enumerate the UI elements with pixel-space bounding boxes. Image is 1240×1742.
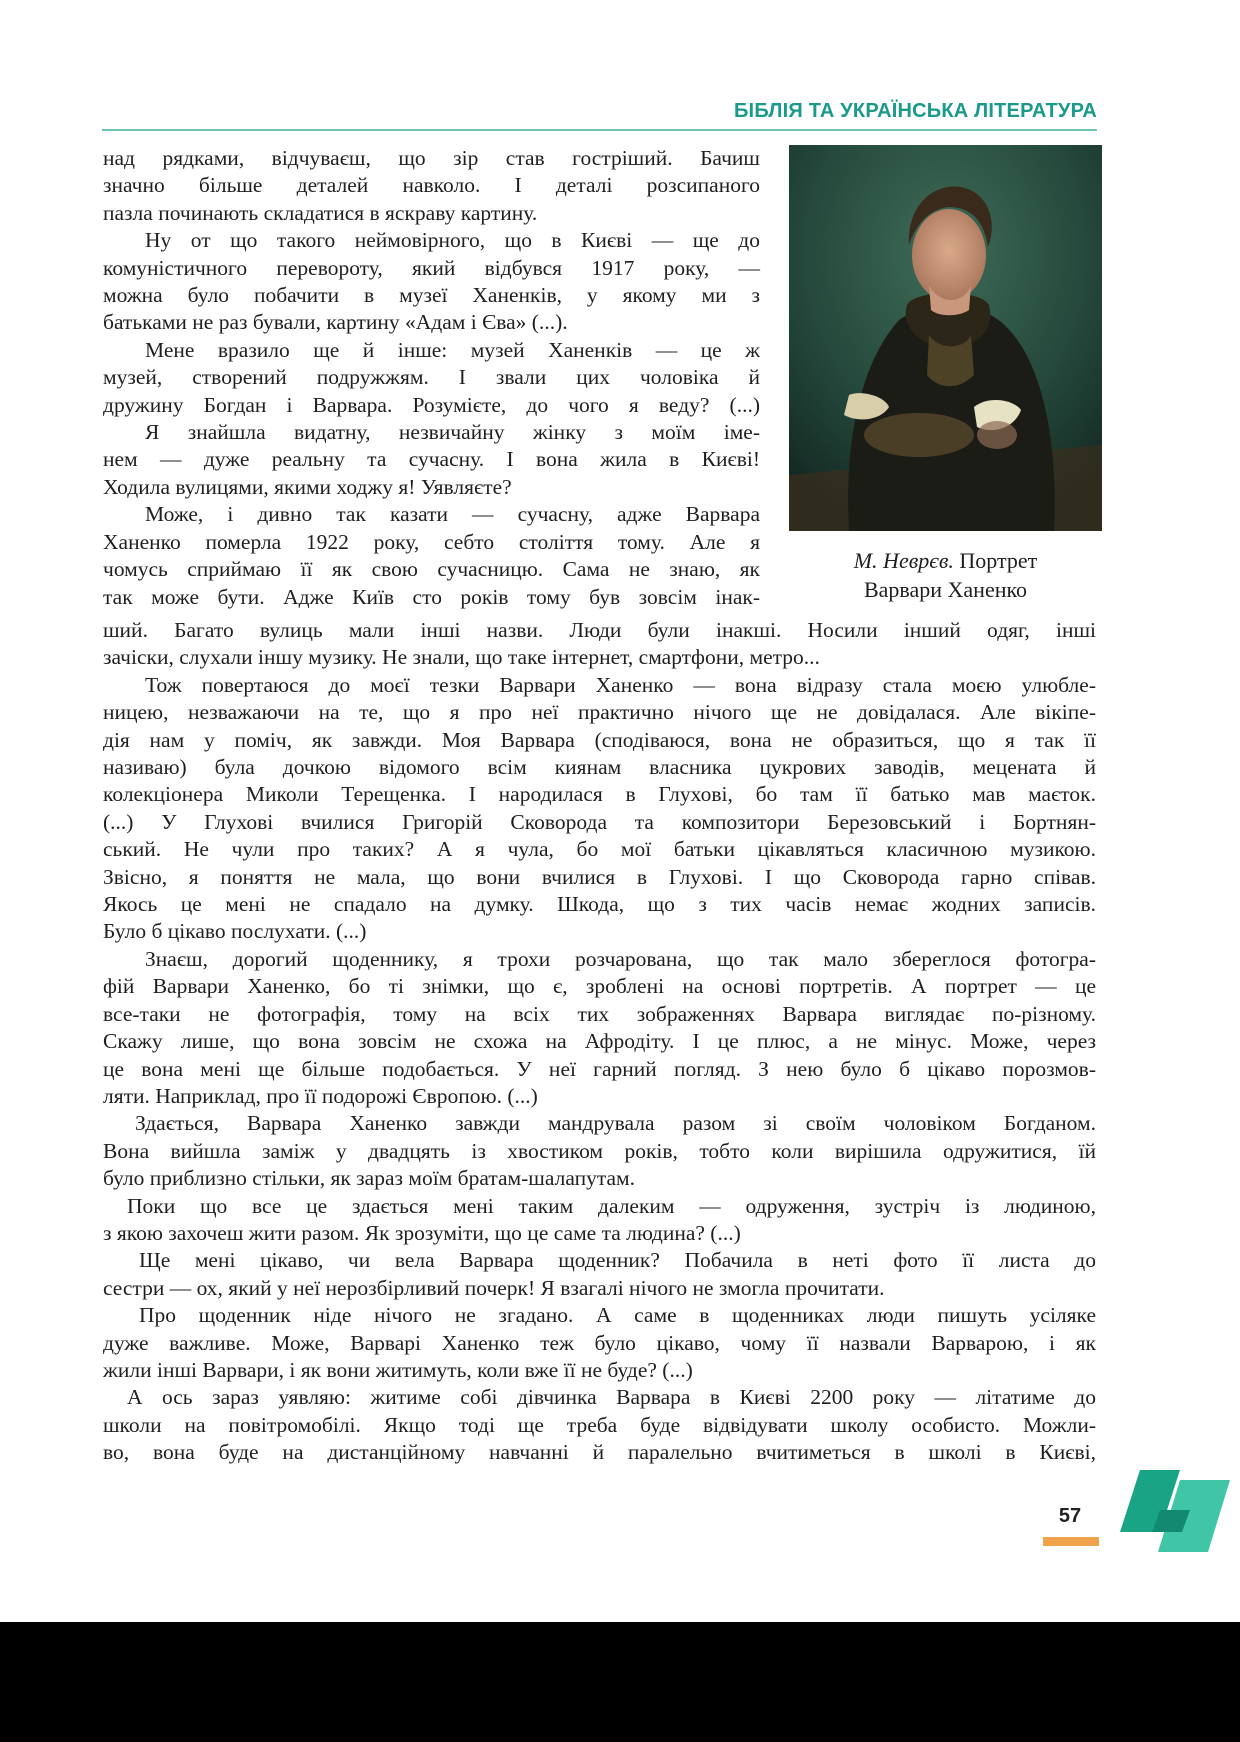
text-line: значно більше деталей навколо. І деталі розсипаного xyxy=(103,173,760,198)
text-line: Здається, Варвара Ханенко завжди мандрувала разом зі своїм чоловіком Богданом. xyxy=(135,1111,1096,1136)
text-line: батьками не раз бували, картину «Адам і Єва» (...). xyxy=(103,310,568,335)
text-line: А ось зараз уявляю: житиме собі дівчинка Варвара в Києві 2200 року — літатиме до xyxy=(127,1385,1096,1410)
corner-decoration xyxy=(1120,1470,1230,1552)
text-line: Ще мені цікаво, чи вела Варвара щоденник? Побачила в неті фото її листа до xyxy=(139,1248,1096,1273)
text-line: Знаєш, дорогий щоденнику, я трохи розчарована, що так мало збереглося фотогра- xyxy=(145,946,1096,971)
text-column-left xyxy=(103,145,760,611)
text-line: Я знайшла видатну, незвичайну жінку з моїм іме- xyxy=(145,420,760,445)
text-line: пазла починають складатися в яскраву картину. xyxy=(103,200,538,225)
text-line: (...) У Глухові вчилися Григорій Сковорода та композитори Березовський і Бортнян- xyxy=(103,809,1096,834)
bottom-black-band xyxy=(0,1622,1240,1742)
text-line: колекціонера Миколи Терещенка. І народилася в Глухові, бо там її батько мав маєток. xyxy=(103,782,1096,807)
text-line: во, вона буде на дистанційному навчанні й паралельно вчитиметься в школі в Києві, xyxy=(103,1440,1096,1465)
text-line: ляти. Наприклад, про її подорожі Європою. (...) xyxy=(103,1083,538,1108)
page-number: 57 xyxy=(1058,1505,1082,1527)
text-line: називаю) була дочкою відомого всім киянам власника цукрових заводів, мецената й xyxy=(103,755,1096,780)
text-column-full xyxy=(103,617,1096,1467)
text-line: дуже важливе. Може, Варварі Ханенко теж було цікаво, чому її назвали Варварою, і як xyxy=(103,1330,1096,1355)
text-line: Тож повертаюся до моєї тезки Варвари Ханенко — вона відразу стала моєю улюбле- xyxy=(145,672,1096,697)
caption-author: М. Неврєв. xyxy=(853,548,954,573)
text-line: ницею, незважаючи на те, що я про неї практично нічого ще не довідалася. Але вікіпе- xyxy=(103,700,1096,725)
text-line: Мене вразило ще й інше: музей Ханенків — це ж xyxy=(145,337,760,362)
text-line: Ну от що такого неймовірного, що в Києві — ще до xyxy=(145,228,760,253)
text-line: школи на повітромобілі. Якщо тоді ще треба буде відвідувати школу особисто. Можли- xyxy=(103,1412,1096,1437)
text-line: Було б цікаво послухати. (...) xyxy=(103,919,367,944)
text-line: дружину Богдан і Варвара. Розумієте, до чого я веду? (...) xyxy=(103,392,760,417)
header-rule xyxy=(102,129,1097,131)
text-line: Поки що все це здається мені таким далеким — одруження, зустріч із людиною, xyxy=(127,1193,1096,1218)
text-line: Ходила вулицями, якими ходжу я! Уявляєте? xyxy=(103,474,512,499)
text-line: було приблизно стільки, як зараз моїм братам-шалапутам. xyxy=(103,1166,636,1191)
text-line: так може бути. Адже Київ сто років тому був зовсім інак- xyxy=(103,584,760,609)
text-line: фій Варвари Ханенко, бо ті знімки, що є, зроблені на основі портретів. А портрет — це xyxy=(103,974,1096,999)
text-line: сестри — ох, який у неї нерозбірливий почерк! Я взагалі нічого не змогла прочитати. xyxy=(103,1275,885,1300)
text-line: дія нам у поміч, як завжди. Моя Варвара (сподіваюся, вона не образиться, що я так її xyxy=(103,727,1096,752)
portrait-image xyxy=(789,145,1102,531)
portrait-drawing xyxy=(789,145,1102,531)
page-number-bar xyxy=(1043,1537,1099,1546)
text-line: музей, створений подружжям. І звали цих чоловіка й xyxy=(103,365,760,390)
text-line: над рядками, відчуваєш, що зір став гостріший. Бачиш xyxy=(103,146,760,170)
text-line: ший. Багато вулиць мали інші назви. Люди були інакші. Носили інший одяг, інші xyxy=(103,618,1096,642)
text-line: Вона вийшла заміж у двадцять із хвостиком років, тобто коли вирішила одружитися, їй xyxy=(103,1138,1096,1163)
text-line: жили інші Варвари, і як вони житимуть, коли вже її не буде? (...) xyxy=(103,1357,693,1382)
text-line: Звісно, я поняття не мала, що вони вчилися в Глухові. І що Сковорода гарно співав. xyxy=(103,864,1096,889)
running-header: БІБЛІЯ ТА УКРАЇНСЬКА ЛІТЕРАТУРА xyxy=(733,100,1097,122)
text-line: це вона мені ще більше подобається. У неї гарний погляд. З нею було б цікаво порозмов- xyxy=(103,1056,1096,1081)
text-line: нем — дуже реальну та сучасну. І вона жила в Києві! xyxy=(103,447,760,472)
text-line: Може, і дивно так казати — сучасну, адже Варвара xyxy=(145,502,760,527)
text-line: Якось це мені не спадало на думку. Шкода, що з тих часів немає жодних записів. xyxy=(103,892,1096,917)
text-line: зачіски, слухали іншу музику. Не знали, що таке інтернет, смартфони, метро... xyxy=(103,645,820,670)
text-line: комуністичного перевороту, який відбувся 1917 року, — xyxy=(103,255,760,280)
text-line: ський. Не чули про таких? А я чула, бо мої батьки цікавляться класичною музикою. xyxy=(103,837,1096,862)
caption-text: Варвари Ханенко xyxy=(863,577,1028,602)
text-line: Про щоденник ніде нічого не згадано. А саме в щоденниках люди пишуть усіляке xyxy=(139,1303,1096,1328)
portrait-caption xyxy=(789,546,1102,604)
text-line: чомусь сприймаю її як свою сучасницю. Сама не знаю, як xyxy=(103,557,760,582)
text-line: Ханенко померла 1922 року, себто століття тому. Але я xyxy=(103,529,760,554)
text-line: можна було побачити в музеї Ханенків, у якому ми з xyxy=(103,283,760,308)
text-line: з якою захочеш жити разом. Як зрозуміти, що це саме та людина? (...) xyxy=(103,1220,741,1245)
text-line: все-таки не фотографія, тому на всіх тих зображеннях Варвара виглядає по-різному. xyxy=(103,1001,1096,1026)
caption-text: Портрет xyxy=(953,548,1038,573)
text-line: Скажу лише, що вона зовсім не схожа на Афродіту. І це плюс, а не мінус. Може, через xyxy=(103,1029,1096,1054)
